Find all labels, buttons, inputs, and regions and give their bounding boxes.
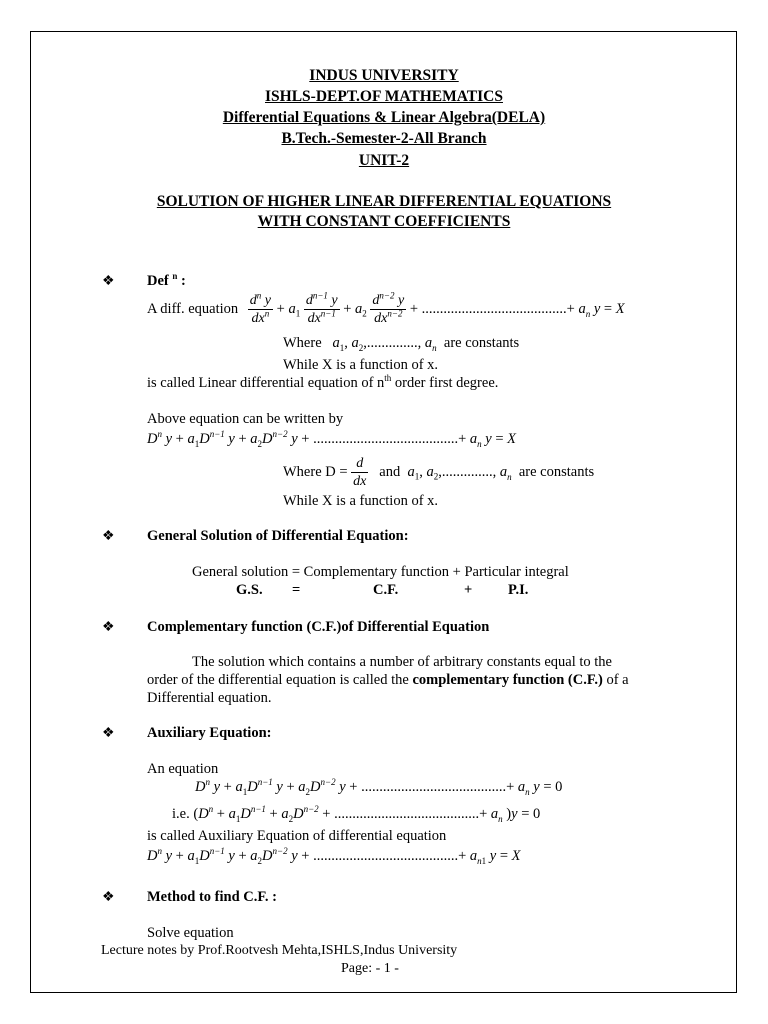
chapter-title-line1: SOLUTION OF HIGHER LINEAR DIFFERENTIAL EQUATIONS — [156, 193, 612, 210]
bullet-icon: ❖ — [102, 529, 115, 544]
def-heading: Def $^n$ : — [147, 271, 186, 289]
aux-source-equation: $D^n$ $y + a_1D^{n-1}$ $y + a_2D^{n-2}$ y + ........................................+ $a_{n1}$ y = X — [147, 846, 521, 866]
program-title: B.Tech.-Semester-2-All Branch — [281, 130, 487, 147]
bullet-icon: ❖ — [102, 726, 115, 741]
cf-paragraph-line3: Differential equation. — [147, 690, 272, 706]
def-while-line-2: While X is a function of x. — [283, 493, 439, 509]
def-called-line: is called Linear differential equation of $n^{th}$ order first degree. — [147, 373, 499, 391]
department-title: ISHLS-DEPT.OF MATHEMATICS — [265, 88, 503, 105]
aux-equation-factored: i.e. ($D^n + a_1D^{n-1} + a_2D^{n-2}$ + ........................................+ $a_n$ )y = 0 — [172, 804, 541, 824]
aux-intro: An equation — [147, 761, 219, 777]
def-where-line: Where $a_1$, $a_2$,.............., $a_n$ are constants — [283, 335, 520, 353]
bullet-icon: ❖ — [102, 274, 115, 289]
bullet-icon: ❖ — [102, 890, 115, 905]
gs-plus: + — [464, 582, 473, 598]
general-solution-heading: General Solution of Differential Equation: — [147, 528, 409, 544]
aux-equation: $D^n$ $y + a_1D^{n-1}$ $y + a_2D^{n-2}$ y + ........................................+ $a_n$ y = 0 — [195, 777, 563, 797]
gs-equals: = — [292, 582, 301, 598]
pi-label: P.I. — [508, 582, 529, 598]
cf-heading: Complementary function (C.F.)of Differential Equation — [147, 619, 490, 635]
cf-paragraph-line2: order of the differential equation is called the complementary function (C.F.) of a — [147, 672, 629, 688]
bullet-icon: ❖ — [102, 620, 115, 635]
general-solution-line: General solution = Complementary function + Particular integral — [192, 564, 569, 580]
university-title: INDUS UNIVERSITY — [309, 67, 459, 84]
def-where-d-line: Where D = $\frac{d}{dx}$ and $a_1$, $a_2$,.............., $a_n$ are constants — [283, 456, 595, 489]
aux-heading: Auxiliary Equation: — [147, 725, 272, 741]
method-heading: Method to find C.F. : — [147, 889, 277, 905]
operator-equation: $D^n$ $y + a_1D^{n-1}$ $y + a_2D^{n-2}$ y + ........................................+ $a_n$ y = X — [147, 429, 517, 449]
def-above-line: Above equation can be written by — [147, 411, 344, 427]
def-equation: A diff. equation $\frac{d^n y}{dx^n}$ + $a_1$ $\frac{d^{n-1} y}{dx^{n-1}}$ + $a_2$ $\frac{d^{n-2} y}{dx^{n-2}}$ + ........................................+ $a_n$ y = X — [147, 290, 625, 326]
def-while-line: While X is a function of x. — [283, 357, 439, 373]
footer-page-number: Page: - 1 - — [341, 961, 399, 976]
gs-label: G.S. — [236, 582, 263, 598]
cf-paragraph-line1: The solution which contains a number of arbitrary constants equal to the — [192, 654, 612, 670]
def-intro: A diff. equation — [147, 300, 239, 317]
method-solve-line: Solve equation — [147, 925, 234, 941]
cf-label: C.F. — [373, 582, 399, 598]
footer-credit: Lecture notes by Prof.Rootvesh Mehta,ISHLS,Indus University — [101, 943, 458, 958]
chapter-title-line2: WITH CONSTANT COEFFICIENTS — [257, 213, 511, 230]
unit-title: UNIT-2 — [358, 152, 410, 169]
course-title: Differential Equations & Linear Algebra(DELA) — [222, 109, 546, 126]
aux-called-line: is called Auxiliary Equation of differential equation — [147, 828, 447, 844]
